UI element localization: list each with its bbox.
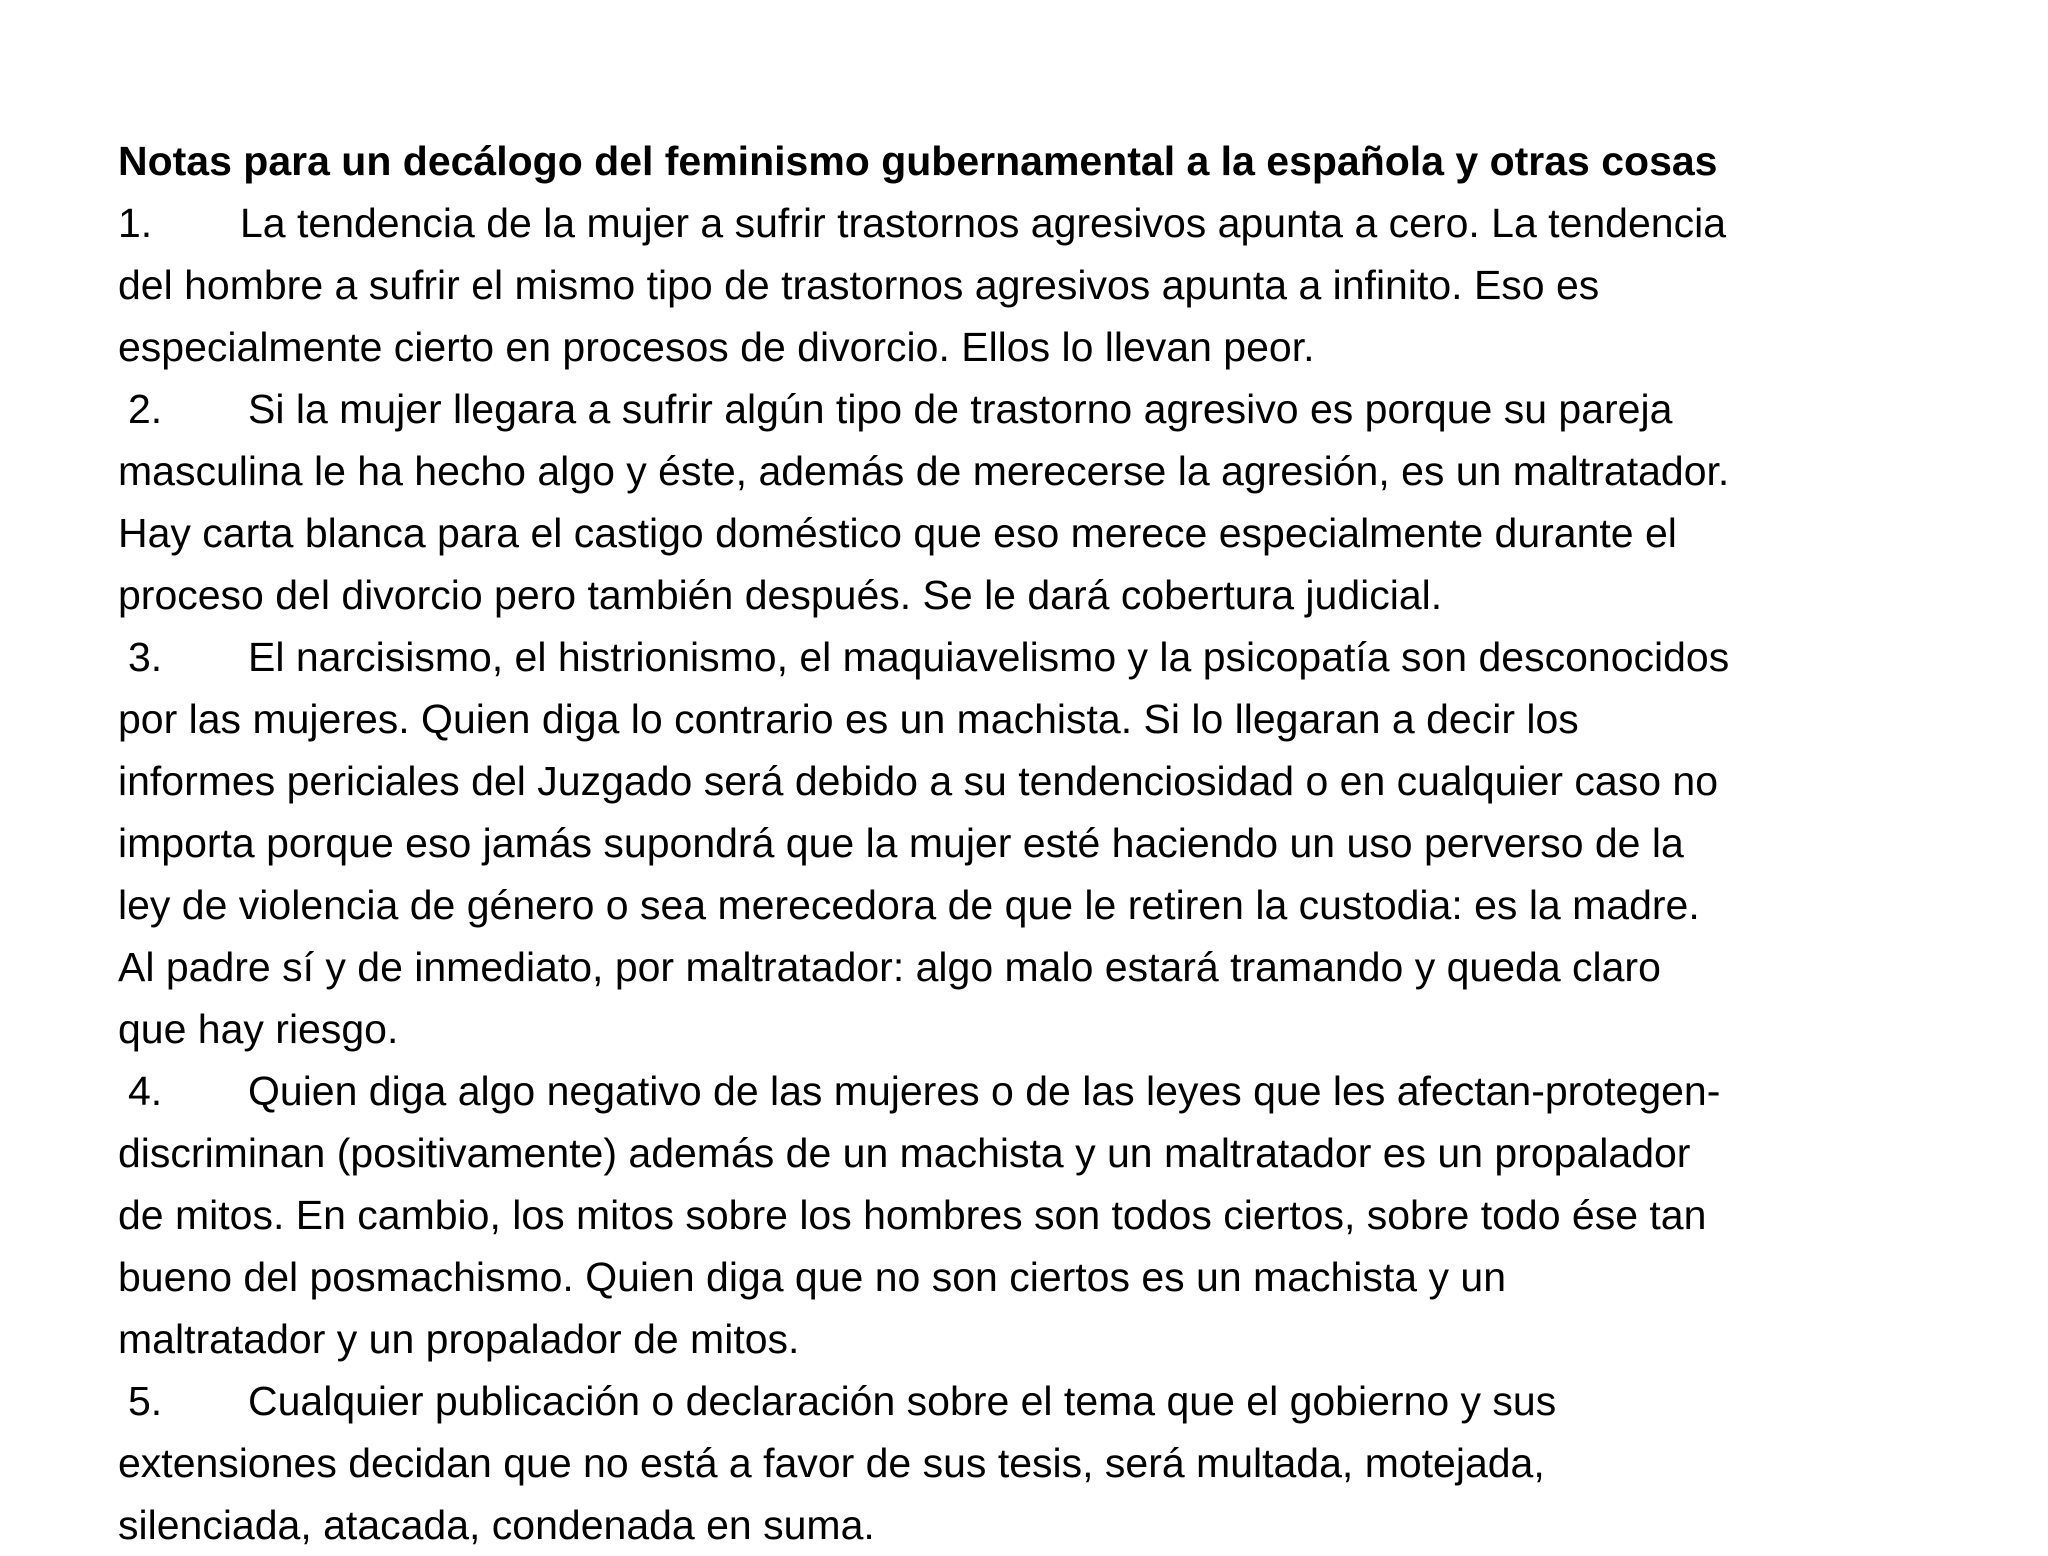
list-item-number: 2. — [128, 386, 163, 432]
list-item-4 — [118, 1060, 1958, 1370]
list-item-line: informes periciales del Juzgado será debido a su tendenciosidad o en cualquier caso no — [118, 758, 1719, 804]
list-item-line: bueno del posmachismo. Quien diga que no son ciertos es un machista y un — [118, 1254, 1506, 1300]
list-item-number: 4. — [128, 1068, 163, 1114]
list-item-line: importa porque eso jamás supondrá que la mujer esté haciendo un uso perverso de la — [118, 820, 1684, 866]
list-item-number: 1. — [118, 200, 153, 246]
list-item-3 — [118, 626, 1958, 1060]
list-item-line: que hay riesgo. — [118, 1006, 399, 1052]
list-item-5 — [118, 1370, 1958, 1556]
list-item-line: extensiones decidan que no está a favor de sus tesis, será multada, motejada, — [118, 1440, 1545, 1486]
list-item-text: Quien diga algo negativo de las mujeres o de las leyes que les afectan-protegen- — [248, 1068, 1721, 1114]
list-item-text: El narcisismo, el histrionismo, el maquiavelismo y la psicopatía son desconocidos — [248, 634, 1730, 680]
list-item-line: Hay carta blanca para el castigo doméstico que eso merece especialmente durante el — [118, 510, 1677, 556]
list-item-number: 3. — [128, 634, 163, 680]
list-item-line: Al padre sí y de inmediato, por maltratador: algo malo estará tramando y queda claro — [118, 944, 1661, 990]
list-item-line — [118, 1370, 1958, 1432]
list-item-line: especialmente cierto en procesos de divorcio. Ellos lo llevan peor. — [118, 324, 1315, 370]
list-item-line: masculina le ha hecho algo y éste, además de merecerse la agresión, es un maltratador. — [118, 448, 1730, 494]
document-title: Notas para un decálogo del feminismo gubernamental a la española y otras cosas — [118, 138, 1718, 184]
list-item-line — [118, 378, 1958, 440]
list-item-line — [118, 626, 1958, 688]
list-item-line: discriminan (positivamente) además de un machista y un maltratador es un propalador — [118, 1130, 1691, 1176]
list-item-line: por las mujeres. Quien diga lo contrario es un machista. Si lo llegaran a decir los — [118, 696, 1579, 742]
list-item-line — [118, 192, 1958, 254]
list-item-line — [118, 1060, 1958, 1122]
list-item-text: Cualquier publicación o declaración sobre el tema que el gobierno y sus — [248, 1378, 1557, 1424]
list-item-2 — [118, 378, 1958, 626]
list-item-line: de mitos. En cambio, los mitos sobre los hombres son todos ciertos, sobre todo ése tan — [118, 1192, 1707, 1238]
list-item-line: silenciada, atacada, condenada en suma. — [118, 1502, 875, 1548]
list-item-text: Si la mujer llegara a sufrir algún tipo de trastorno agresivo es porque su pareja — [248, 386, 1673, 432]
list-item-1 — [118, 192, 1958, 378]
list-item-number: 5. — [128, 1378, 163, 1424]
document-page — [118, 130, 1958, 1556]
list-item-line: maltratador y un propalador de mitos. — [118, 1316, 800, 1362]
list-item-line: proceso del divorcio pero también después. Se le dará cobertura judicial. — [118, 572, 1443, 618]
list-item-text: La tendencia de la mujer a sufrir trastornos agresivos apunta a cero. La tendencia — [240, 200, 1726, 246]
list-item-line: ley de violencia de género o sea merecedora de que le retiren la custodia: es la madre. — [118, 882, 1700, 928]
list-item-line: del hombre a sufrir el mismo tipo de trastornos agresivos apunta a infinito. Eso es — [118, 262, 1600, 308]
